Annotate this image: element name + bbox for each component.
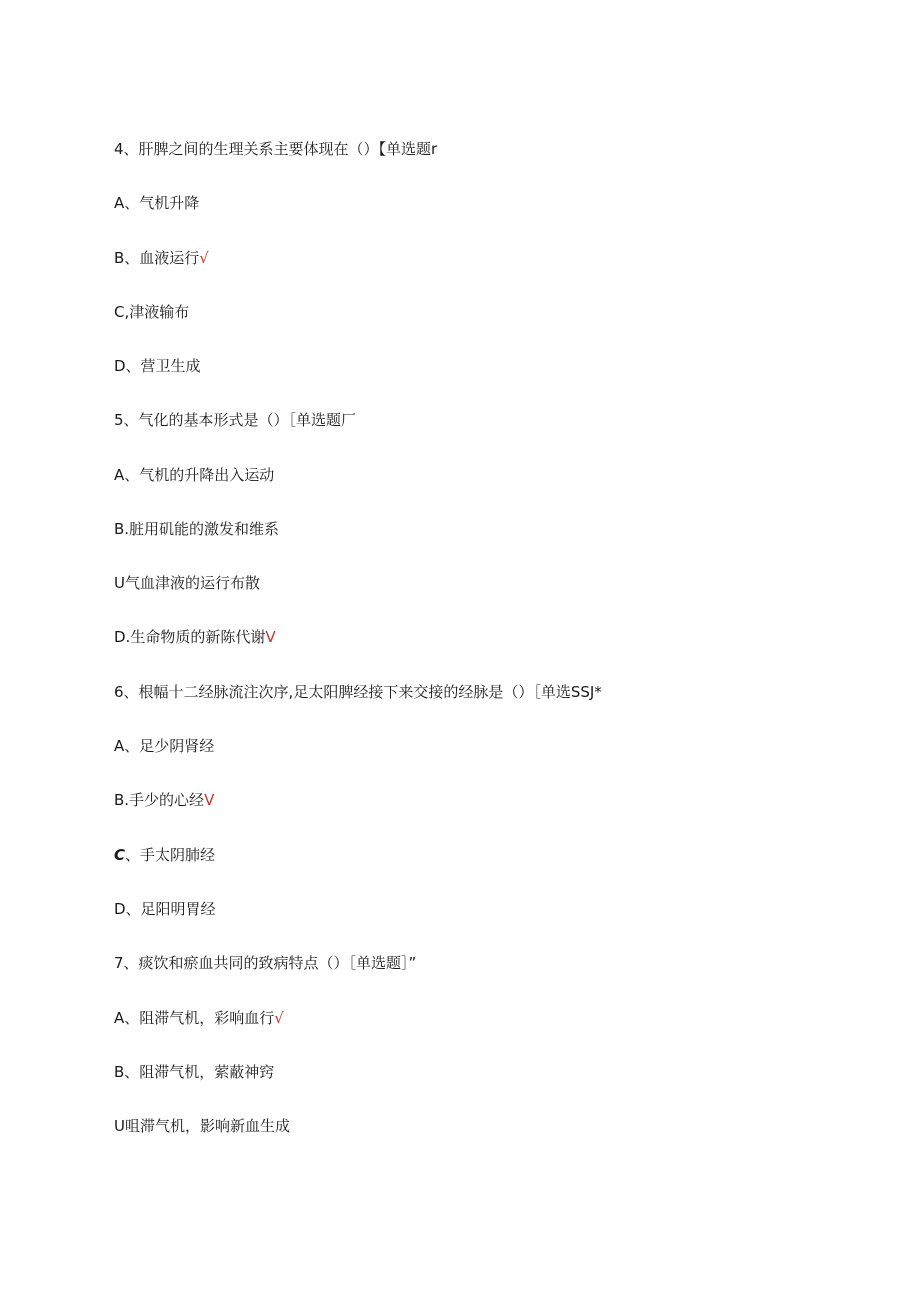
- question-4-stem: 4、肝脾之间的生理关系主要体现在（）【单选题r: [114, 140, 438, 158]
- question-5-option-d: D.生命物质的新陈代谢V: [114, 628, 276, 646]
- question-4-option-b: B、血液运行√: [114, 249, 209, 267]
- question-5-option-c: U气血津液的运行布散: [114, 574, 260, 592]
- question-5-option-b: B.脏用矶能的激发和维系: [114, 520, 280, 538]
- question-6-stem: 6、根幅十二经脉流注次序,足太阳脾经接下来交接的经脉是（）［单选SSJ*: [114, 683, 602, 701]
- question-5-option-a: A、气机的升降出入运动: [114, 466, 275, 484]
- question-7-stem: 7、痰饮和瘀血共同的致病特点（）［单选题］”: [114, 954, 417, 972]
- answer-mark: √: [274, 1009, 284, 1027]
- question-6-option-a: A、足少阴肾经: [114, 737, 215, 755]
- question-4-option-a: A、气机升降: [114, 194, 200, 212]
- question-5-stem: 5、气化的基本形式是（）［单选题厂: [114, 411, 357, 429]
- question-6-option-c: C、手太阴肺经: [114, 846, 216, 864]
- answer-mark: V: [204, 791, 215, 809]
- question-6-option-b: B.手少的心经V: [114, 791, 215, 809]
- answer-mark: V: [265, 628, 276, 646]
- question-7-option-b: B、阻滞气机，萦蔽神窍: [114, 1063, 275, 1081]
- option-letter: C: [114, 846, 126, 864]
- question-4-option-d: D、营卫生成: [114, 357, 201, 375]
- question-7-option-c: U咀滞气机，影响新血生成: [114, 1117, 290, 1135]
- question-7-option-a: A、阻滞气机，彩响血行√: [114, 1009, 284, 1027]
- question-4-option-c: C,津液输布: [114, 303, 190, 321]
- answer-mark: √: [199, 249, 209, 267]
- question-6-option-d: D、足阳明胃经: [114, 900, 216, 918]
